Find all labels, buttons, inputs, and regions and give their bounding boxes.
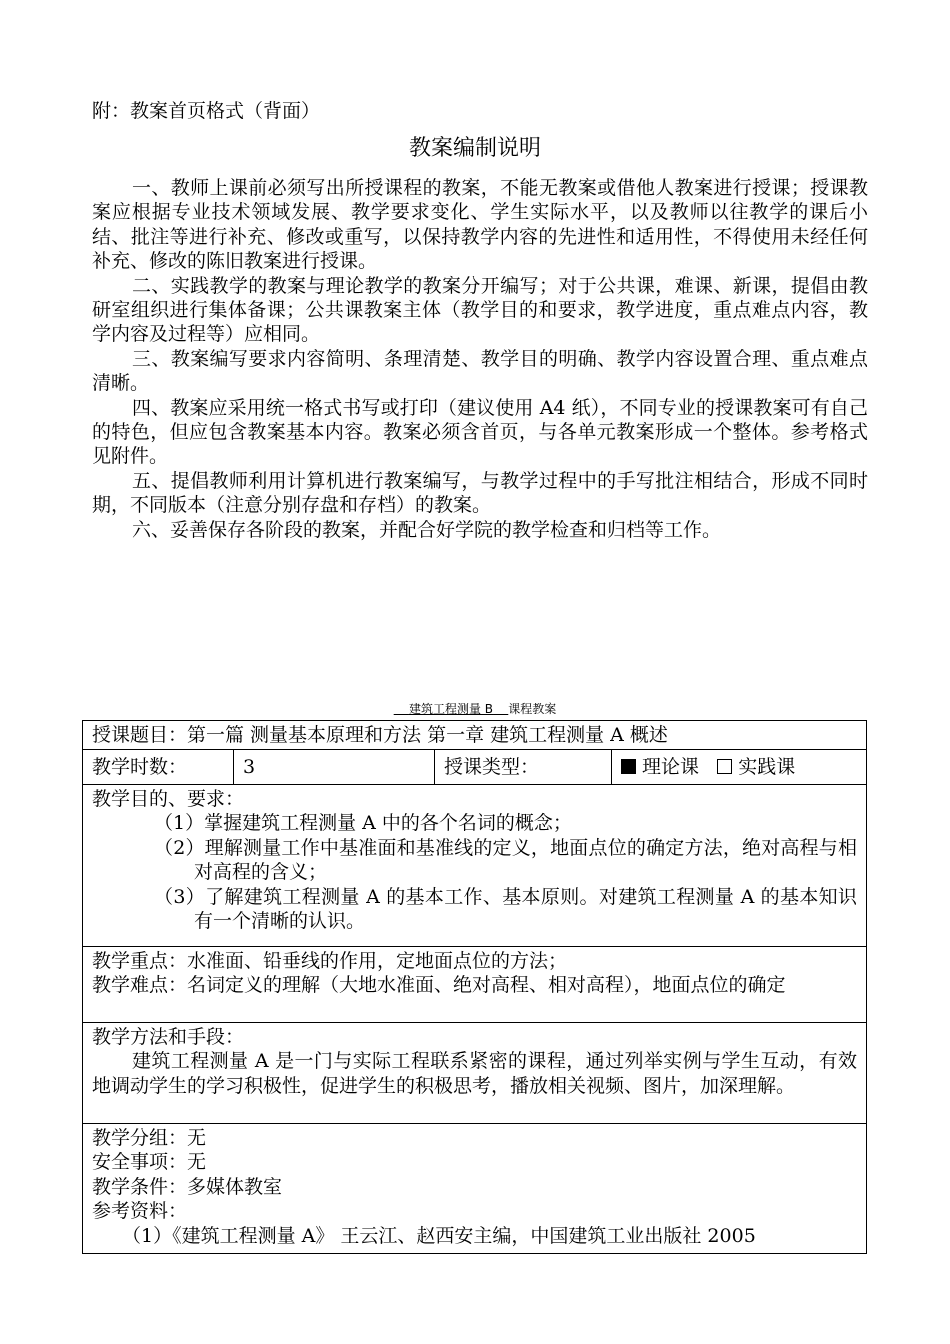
goal-item: （3）了解建筑工程测量 A 的基本工作、基本原则。对建筑工程测量 A 的基本知识有一个清晰的认识。 <box>154 885 857 933</box>
practice-option-label: 实践课 <box>738 756 796 778</box>
methods-label: 教学方法和手段： <box>92 1026 245 1048</box>
theory-checkbox-icon[interactable] <box>621 759 636 774</box>
instruction-paragraph: 五、提倡教师利用计算机进行教案编写，与教学过程中的手写批注相结合，形成不同时期，不同版本（注意分别存盘和存档）的教案。 <box>92 469 868 517</box>
instructions-body <box>92 176 868 542</box>
instruction-paragraph: 六、妥善保存各阶段的教案，并配合好学院的教学检查和归档等工作。 <box>132 518 722 541</box>
course-name: 建筑工程测量 B <box>408 702 494 716</box>
topic-row: 授课题目：第一篇 测量基本原理和方法 第一章 建筑工程测量 A 概述 <box>83 721 866 750</box>
reference-item: （1）《建筑工程测量 A》 王云江、赵西安主编，中国建筑工业出版社 2005 <box>122 1224 756 1247</box>
appendix-label: 附：教案首页格式（背面） <box>92 100 321 122</box>
grouping: 教学分组：无 <box>92 1127 207 1149</box>
key-points: 教学重点：水准面、铅垂线的作用，定地面点位的方法； <box>92 950 568 972</box>
instruction-paragraph: 一、教师上课前必须写出所授课程的教案，不能无教案或借他人教案进行授课；授课教案应根据专业技术领域发展、教学要求变化、学生实际水平，以及教师以往教学的课后小结、批注等进行补充、修改或重写，以保持教学内容的先进性和适用性，不得使用未经任何补充、修改的陈旧教案进行授课。 <box>92 177 868 273</box>
difficulties: 教学难点：名词定义的理解（大地水准面、绝对高程、相对高程），地面点位的确定 <box>92 974 786 997</box>
lesson-plan-header <box>0 701 950 717</box>
instruction-paragraph: 三、教案编写要求内容简明、条理清楚、教学目的明确、教学内容设置合理、重点难点清晰。 <box>92 347 868 395</box>
safety: 安全事项：无 <box>92 1151 207 1174</box>
hours-value: 3 <box>234 750 435 784</box>
goal-item: （2）理解测量工作中基准面和基准线的定义，地面点位的确定方法，绝对高程与相对高程的含义； <box>154 836 857 884</box>
methods-section <box>83 1023 866 1124</box>
goal-item: （1）掌握建筑工程测量 A 中的各个名词的概念； <box>154 812 572 835</box>
conditions: 教学条件：多媒体教室 <box>92 1175 283 1198</box>
other-info-section <box>83 1124 866 1253</box>
theory-option-label: 理论课 <box>642 756 700 778</box>
key-points-section <box>83 947 866 1023</box>
instruction-paragraph: 四、教案应采用统一格式书写或打印（建议使用 A4 纸），不同专业的授课教案可有自己的特色，但应包含教案基本内容。教案必须含首页，与各单元教案形成一个整体。参考格式见附件。 <box>92 396 868 468</box>
practice-checkbox-icon[interactable] <box>717 759 732 774</box>
goals-label: 教学目的、要求： <box>92 788 245 810</box>
page-title: 教案编制说明 <box>408 136 541 161</box>
header-suffix: 课程教案 <box>508 702 557 716</box>
type-options <box>612 750 866 784</box>
instruction-paragraph: 二、实践教学的教案与理论教学的教案分开编写；对于公共课，难课、新课，提倡由教研室组织进行集体备课；公共课教案主体（教学目的和要求，教学进度，重点难点内容，教学内容及过程等）应相同。 <box>92 274 868 346</box>
hours-type-row <box>83 750 866 785</box>
goals-section <box>83 785 866 947</box>
lesson-plan-table <box>82 720 867 1254</box>
references-label: 参考资料： <box>92 1200 188 1223</box>
hours-label: 教学时数： <box>83 750 234 784</box>
methods-text: 建筑工程测量 A 是一门与实际工程联系紧密的课程，通过列举实例与学生互动，有效地调动学生的学习积极性，促进学生的积极思考，播放相关视频、图片，加深理解。 <box>92 1050 857 1097</box>
type-label: 授课类型： <box>435 750 612 784</box>
